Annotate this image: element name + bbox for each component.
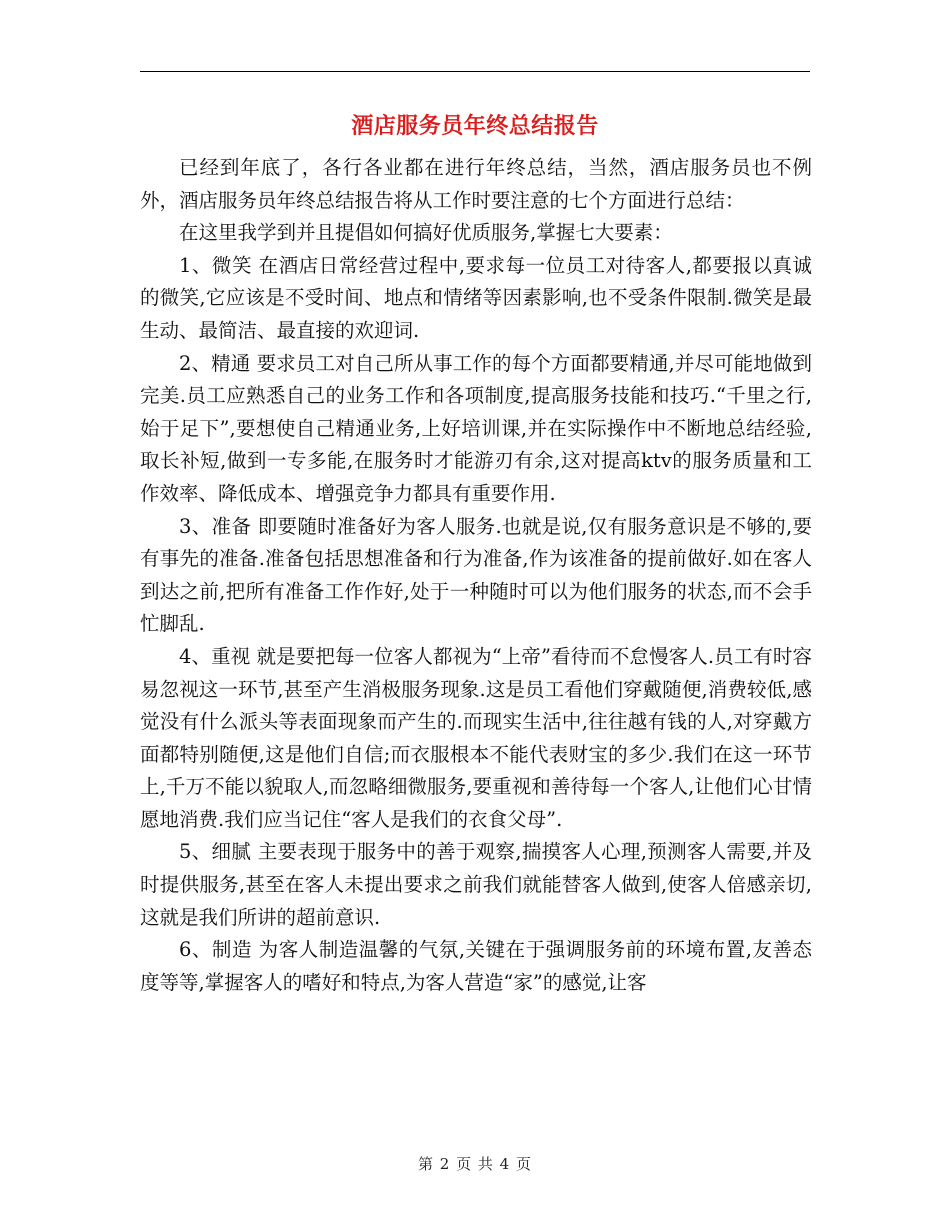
paragraph-proficiency: 2、精通 要求员工对自己所从事工作的每个方面都要精通,并尽可能地做到完美.员工应熟悉自己的业务工作和各项制度,提高服务技能和技巧.“千里之行,始于足下”,要想使自己精通业务,上好培训课,并在实际操作中不断地总结经验,取长补短,做到一专多能,在服务时才能游刃有余,这对提高ktv的服务质量和工作效率、降低成本、增强竞争力都具有重要作用. [140, 351, 812, 505]
document-title: 酒店服务员年终总结报告 [351, 114, 599, 139]
paragraph-intro: 已经到年底了，各行各业都在进行年终总结，当然，酒店服务员也不例外，酒店服务员年终总结报告将从工作时要注意的七个方面进行总结： [140, 156, 812, 212]
paragraph-seven-elements: 在这里我学到并且提倡如何搞好优质服务,掌握七大要素： [179, 221, 673, 245]
page-number-footer: 第 2 页 共 4 页 [418, 1155, 532, 1173]
paragraph-preparation: 3、准备 即要随时准备好为客人服务.也就是说,仅有服务意识是不够的,要有事先的准备.准备包括思想准备和行为准备,作为该准备的提前做好.如在客人到达之前,把所有准备工作作好,处于一种随时可以为他们服务的状态,而不会手忙脚乱. [140, 514, 812, 636]
paragraph-create: 6、制造 为客人制造温馨的气氛,关键在于强调服务前的环境布置,友善态度等等,掌握客人的嗜好和特点,为客人营造“家”的感觉,让客 [140, 938, 812, 994]
paragraph-attention: 4、重视 就是要把每一位客人都视为“上帝”看待而不怠慢客人.员工有时容易忽视这一环节,甚至产生消极服务现象.这是员工看他们穿戴随便,消费较低,感觉没有什么派头等表面现象而产生的.而现实生活中,往往越有钱的人,对穿戴方面都特别随便,这是他们自信;而衣服根本不能代表财宝的多少.我们在这一环节上,千万不能以貌取人,而忽略细微服务,要重视和善待每一个客人,让他们心甘情愿地消费.我们应当记住“客人是我们的衣食父母”. [140, 644, 812, 831]
paragraph-meticulous: 5、细腻 主要表现于服务中的善于观察,揣摸客人心理,预测客人需要,并及时提供服务,甚至在客人未提出要求之前我们就能替客人做到,使客人倍感亲切,这就是我们所讲的超前意识. [140, 840, 812, 929]
paragraph-smile: 1、微笑 在酒店日常经营过程中,要求每一位员工对待客人,都要报以真诚的微笑,它应该是不受时间、地点和情绪等因素影响,也不受条件限制.微笑是最生动、最简洁、最直接的欢迎词. [140, 253, 812, 342]
header-rule [140, 71, 810, 72]
document-body [140, 152, 812, 999]
